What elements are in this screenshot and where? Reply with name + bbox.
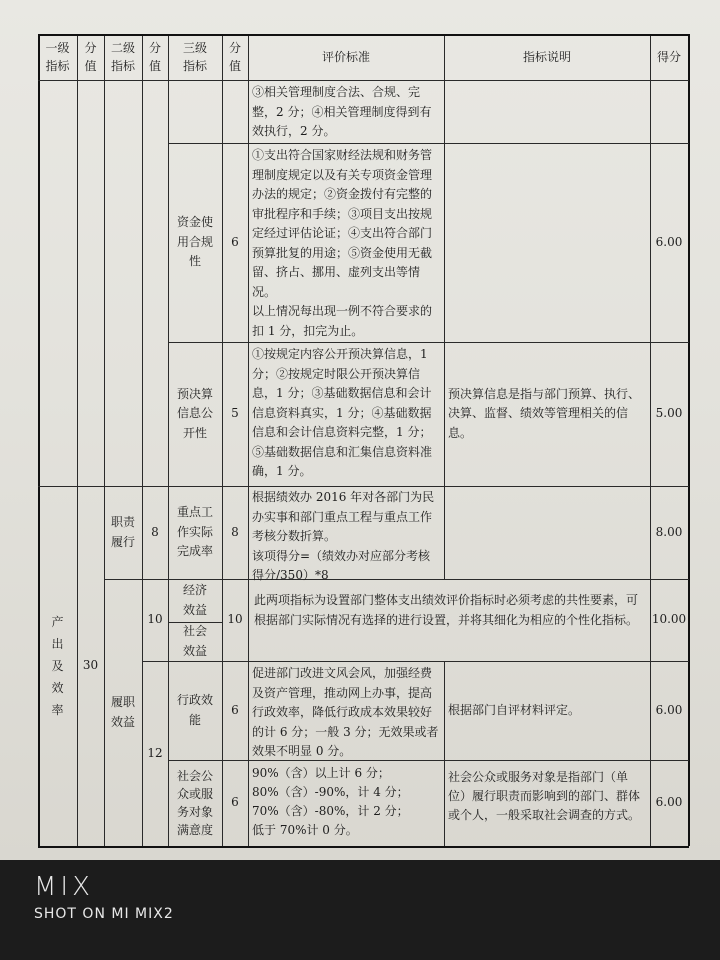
header-level2: 二级 指标	[110, 41, 135, 73]
disclosure-criteria: ①按规定内容公开预决算信息，1 分；②按规定时限公开预决算信息，1 分；③基础数据信息和会计信息资料真实，1 分；④基础数据信息和会计信息资料完整，1 分；⑤基础数据信息和汇集信息资料准确，1 分。	[252, 347, 433, 478]
benefit-result: 10.00	[651, 612, 687, 627]
econ-benefit-level3: 经济效益	[182, 583, 207, 617]
performance-level2: 履职效益	[111, 695, 136, 729]
key-work-criteria: 根据绩效办 2016 年对各部门为民办实事和部门重点工程与重点工作考核分数折算。 该项得分=（绩效办对应部分考核得分/350）*8	[252, 490, 435, 582]
header-explanation: 指标说明	[522, 50, 571, 64]
header-score3: 分 值	[228, 41, 241, 73]
compliance-level3: 资金使用合规性	[176, 215, 213, 269]
admin-score2: 12	[147, 745, 163, 760]
benefit-score3: 10	[227, 612, 243, 627]
disclosure-level3: 预决算信息公开性	[176, 386, 213, 440]
header-score2: 分 值	[148, 41, 161, 73]
camera-watermark-brand: MIX	[34, 872, 94, 902]
satisfaction-criteria: 90%（含）以上计 6 分； 80%（含）-90%，计 4 分； 70%（含）-80%，计 2 分； 低于 70%计 0 分。	[252, 766, 409, 837]
satisfaction-explanation: 社会公众或服务对象是指部门（单位）履行职责而影响到的部门、群体或个人，一般采取社会调查的方式。	[448, 770, 641, 822]
satisfaction-result: 6.00	[655, 795, 683, 810]
disclosure-score3: 5	[231, 406, 239, 421]
compliance-score3: 6	[231, 234, 239, 249]
admin-explanation: 根据部门自评材料评定。	[448, 702, 581, 717]
duty-level2: 职责履行	[111, 515, 136, 549]
col-divider	[444, 34, 445, 579]
row-divider	[38, 80, 689, 81]
mgmt-criteria: ③相关管理制度合法、合规、完整，2 分；④相关管理制度得到有效执行，2 分。	[252, 85, 432, 138]
header-level1: 一级 指标	[45, 41, 70, 73]
table-border-right	[688, 34, 690, 846]
duty-score2: 8	[151, 524, 159, 539]
disclosure-explanation: 预决算信息是指与部门预算、执行、决算、监督、绩效等管理相关的信息。	[448, 386, 641, 440]
disclosure-result: 5.00	[655, 406, 683, 421]
benefit-criteria: 此两项指标为设置部门整体支出绩效评价指标时必须考虑的共性要素，可根据部门实际情况有选择的进行设置，并将其细化为相应的个性化指标。	[254, 593, 639, 627]
header-score1: 分 值	[84, 41, 97, 73]
compliance-criteria: ①支出符合国家财经法规和财务管理制度规定以及有关专项资金管理办法的规定；②资金拨付有完整的审批程序和手续；③项目支出按规定经过评估论证；④支出符合部门预算批复的用途；⑤资金使用无截留、挤占、挪用、虚列支出等情况。 以上情况每出现一例不符合要求的扣 1 分，扣完为止。	[252, 148, 433, 338]
header-result: 得分	[656, 50, 681, 64]
admin-score3: 6	[231, 702, 239, 717]
benefit-score2: 10	[147, 612, 163, 627]
output-efficiency-score1: 30	[82, 658, 99, 673]
admin-criteria: 促进部门改进文风会风，加强经费及资产管理，推动网上办事，提高行政效率，降低行政成本效果较好的计 6 分；一般 3 分；无效果或者效果不明显 0 分。	[252, 666, 439, 758]
admin-result: 6.00	[655, 702, 683, 717]
compliance-result: 6.00	[655, 234, 683, 249]
header-level3: 三级 指标	[182, 41, 207, 73]
table-border-bottom	[38, 846, 689, 848]
header-criteria: 评价标准	[321, 50, 370, 64]
social-benefit-level3: 社会效益	[182, 624, 207, 658]
key-work-result: 8.00	[655, 524, 683, 539]
key-work-score3: 8	[231, 524, 239, 539]
camera-watermark-caption: SHOT ON MI MIX2	[34, 906, 174, 922]
output-efficiency-level1: 产出及效率	[51, 615, 64, 717]
key-work-level3: 重点工作实际完成率	[176, 505, 213, 559]
satisfaction-level3: 社会公众或服务对象满意度	[176, 769, 213, 837]
satisfaction-score3: 6	[231, 795, 239, 810]
admin-level3: 行政效能	[176, 693, 213, 727]
